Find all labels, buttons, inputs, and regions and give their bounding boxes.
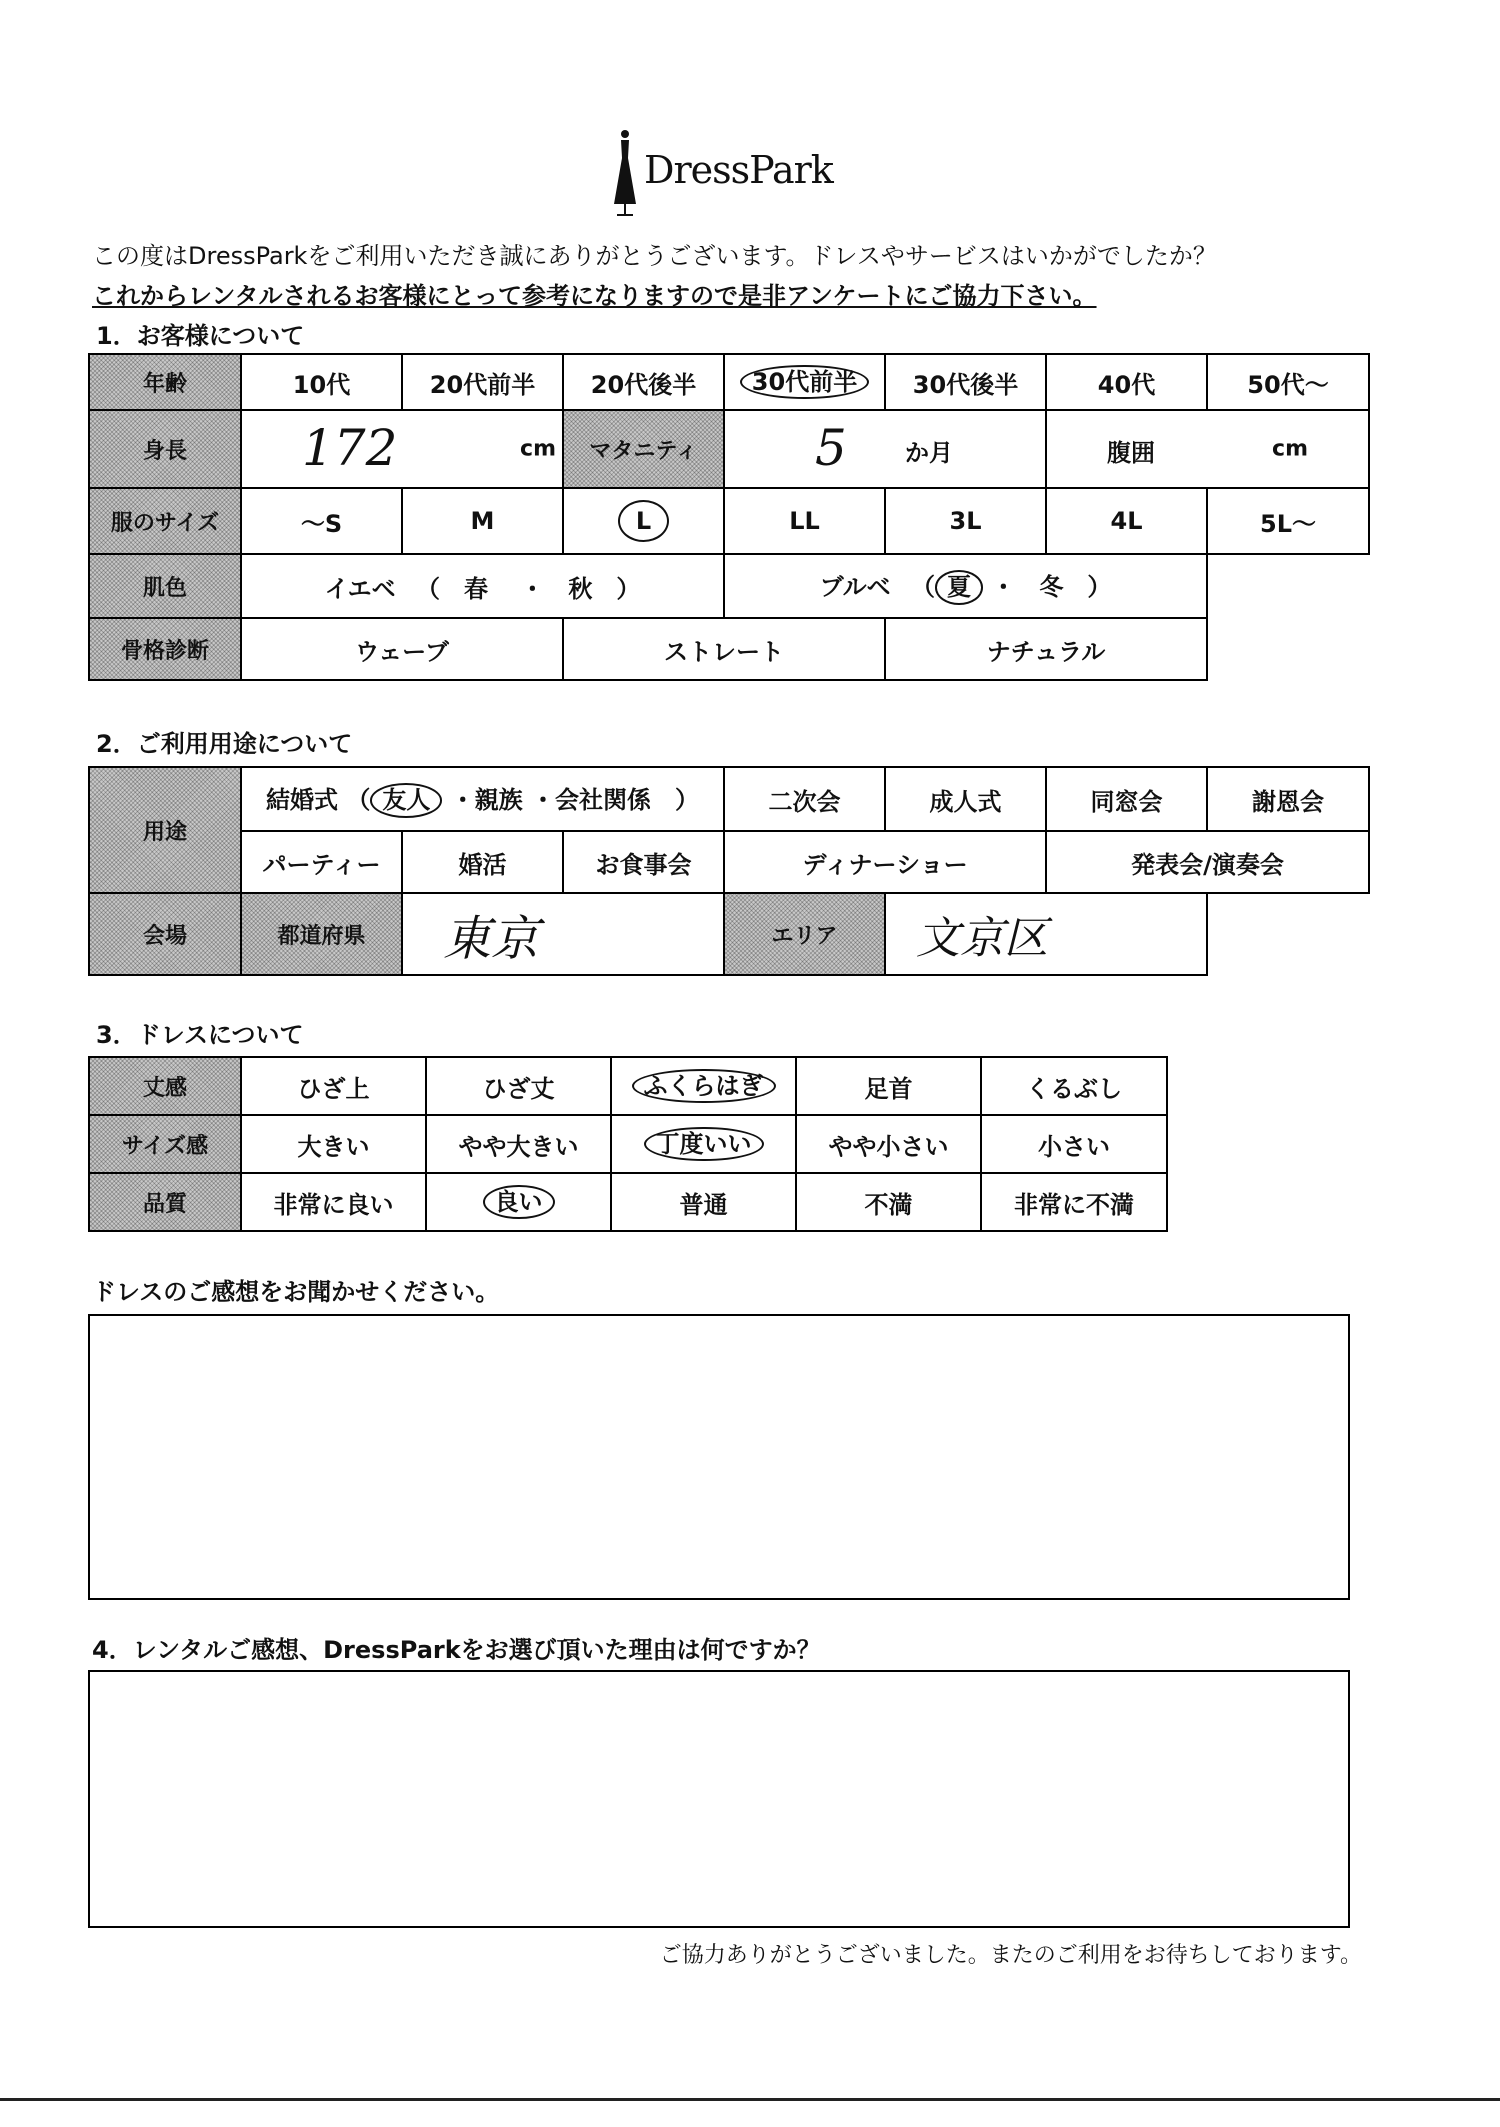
dress-table xyxy=(88,1056,1168,1232)
area-field[interactable] xyxy=(885,893,1207,975)
dresspark-logo xyxy=(608,120,868,220)
purpose-option[interactable]: 成人式 xyxy=(885,767,1046,831)
rental-reason-textarea[interactable] xyxy=(88,1670,1350,1928)
maternity-field[interactable] xyxy=(724,410,1046,488)
empty-cell xyxy=(1207,618,1369,680)
body-type-option[interactable]: ナチュラル xyxy=(885,618,1207,680)
empty-cell xyxy=(1207,893,1369,975)
prefecture-label: 都道府県 xyxy=(241,893,402,975)
skin-yellow-label: イエベ xyxy=(324,574,396,603)
age-option[interactable]: 50代～ xyxy=(1207,354,1369,410)
selected-age: 30代前半 xyxy=(740,365,869,399)
dress-impression-textarea[interactable] xyxy=(88,1314,1350,1600)
height-field[interactable] xyxy=(241,410,563,488)
purpose-label: 用途 xyxy=(89,767,241,893)
age-option[interactable]: 20代前半 xyxy=(402,354,563,410)
age-option[interactable]: 40代 xyxy=(1046,354,1207,410)
age-option[interactable]: 10代 xyxy=(241,354,402,410)
waist-field[interactable] xyxy=(1046,410,1369,488)
age-option-selected[interactable] xyxy=(724,354,885,410)
skin-label: 肌色 xyxy=(89,554,241,618)
prefecture-value: 東京 xyxy=(443,910,540,967)
waist-unit: cm xyxy=(1272,436,1308,462)
fit-label: サイズ感 xyxy=(89,1115,241,1173)
size-option[interactable]: M xyxy=(402,488,563,554)
dress-mannequin-icon xyxy=(608,126,642,218)
fit-option[interactable]: やや大きい xyxy=(426,1115,611,1173)
section-1-title: 1．お客様について xyxy=(96,322,305,350)
selected-skin-season[interactable]: 夏 xyxy=(935,570,983,604)
body-type-label: 骨格診断 xyxy=(89,618,241,680)
skin-blue-option[interactable]: ブルベ （ 夏 ・ 冬 ） xyxy=(724,554,1207,618)
age-option[interactable]: 20代後半 xyxy=(563,354,724,410)
maternity-label: マタニティ xyxy=(563,410,724,488)
skin-yellow-season[interactable]: 春 xyxy=(464,574,489,603)
length-label: 丈感 xyxy=(89,1057,241,1115)
skin-blue-season[interactable]: 冬 xyxy=(1039,573,1064,602)
skin-row xyxy=(89,554,1369,618)
age-option[interactable]: 30代後半 xyxy=(885,354,1046,410)
maternity-unit: か月 xyxy=(905,439,953,467)
dress-impression-prompt: ドレスのご感想をお聞かせください。 xyxy=(92,1278,500,1306)
body-type-option[interactable]: ウェーブ xyxy=(241,618,563,680)
section-2-title: 2．ご利用用途について xyxy=(96,730,353,758)
age-row xyxy=(89,354,1369,410)
prefecture-field[interactable] xyxy=(402,893,724,975)
wedding-relation[interactable]: 会社関係 xyxy=(555,786,652,815)
height-row xyxy=(89,410,1369,488)
purpose-option[interactable]: 同窓会 xyxy=(1046,767,1207,831)
venue-row xyxy=(89,893,1369,975)
fit-option[interactable]: 小さい xyxy=(981,1115,1167,1173)
size-option-selected[interactable] xyxy=(563,488,724,554)
section-3-title: 3．ドレスについて xyxy=(96,1021,304,1049)
purpose-option[interactable]: 謝恩会 xyxy=(1207,767,1369,831)
quality-option-selected[interactable] xyxy=(426,1173,611,1231)
length-option-selected[interactable] xyxy=(611,1057,796,1115)
quality-option[interactable]: 不満 xyxy=(796,1173,981,1231)
waist-label: 腹囲 xyxy=(1107,439,1155,467)
venue-label: 会場 xyxy=(89,893,241,975)
empty-cell xyxy=(1207,554,1369,618)
size-option[interactable]: 5L～ xyxy=(1207,488,1369,554)
area-label: エリア xyxy=(724,893,885,975)
intro-line-1: この度はDressParkをご利用いただき誠にありがとうございます。ドレスやサービスはいかがでしたか？ xyxy=(92,242,1217,270)
size-option[interactable]: LL xyxy=(724,488,885,554)
section-4-title: 4．レンタルご感想、DressParkをお選び頂いた理由は何ですか？ xyxy=(92,1636,821,1664)
height-label: 身長 xyxy=(89,410,241,488)
quality-option[interactable]: 非常に不満 xyxy=(981,1173,1167,1231)
purpose-option[interactable]: ディナーショー xyxy=(724,831,1046,893)
quality-label: 品質 xyxy=(89,1173,241,1231)
purpose-option[interactable]: 二次会 xyxy=(724,767,885,831)
size-row xyxy=(89,488,1369,554)
fit-option[interactable]: やや小さい xyxy=(796,1115,981,1173)
quality-option[interactable]: 非常に良い xyxy=(241,1173,426,1231)
usage-table xyxy=(88,766,1370,976)
purpose-option[interactable]: 婚活 xyxy=(402,831,563,893)
wedding-label: 結婚式 xyxy=(265,786,338,815)
wedding-option[interactable]: 結婚式 （ 友人 ・親族 ・会社関係 ） xyxy=(241,767,724,831)
intro-line-2: これからレンタルされるお客様にとって参考になりますので是非アンケートにご協力下さい。 xyxy=(92,282,1097,310)
height-value: 172 xyxy=(302,419,398,477)
size-option[interactable]: 4L xyxy=(1046,488,1207,554)
fit-option-selected[interactable] xyxy=(611,1115,796,1173)
maternity-value: 5 xyxy=(815,419,847,477)
fit-option[interactable]: 大きい xyxy=(241,1115,426,1173)
length-option[interactable]: くるぶし xyxy=(981,1057,1167,1115)
size-label: 服のサイズ xyxy=(89,488,241,554)
purpose-option[interactable]: パーティー xyxy=(241,831,402,893)
purpose-option[interactable]: お食事会 xyxy=(563,831,724,893)
selected-fit: 丁度いい xyxy=(644,1127,764,1161)
length-option[interactable]: 足首 xyxy=(796,1057,981,1115)
skin-yellow-option[interactable]: イエベ （ 春 ・ 秋 ） xyxy=(241,554,724,618)
size-option[interactable]: 3L xyxy=(885,488,1046,554)
skin-blue-label: ブルベ xyxy=(819,573,891,602)
length-row xyxy=(89,1057,1167,1115)
fit-row xyxy=(89,1115,1167,1173)
age-label: 年齢 xyxy=(89,354,241,410)
body-type-option[interactable]: ストレート xyxy=(563,618,885,680)
selected-size: L xyxy=(618,500,669,542)
wedding-relation[interactable]: 親族 xyxy=(474,786,523,815)
usage-row-2 xyxy=(89,831,1369,893)
size-option[interactable]: ～S xyxy=(241,488,402,554)
selected-length: ふくらはぎ xyxy=(632,1069,776,1103)
brand-name: DressPark xyxy=(644,148,833,192)
body-type-row xyxy=(89,618,1369,680)
selected-quality: 良い xyxy=(483,1185,555,1219)
purpose-option[interactable]: 発表会/演奏会 xyxy=(1046,831,1369,893)
selected-wedding-relation[interactable]: 友人 xyxy=(370,783,442,817)
area-value: 文京区 xyxy=(916,913,1049,964)
skin-yellow-season[interactable]: 秋 xyxy=(568,574,593,603)
quality-row xyxy=(89,1173,1167,1231)
footer-thanks: ご協力ありがとうございました。またのご利用をお待ちしております。 xyxy=(659,1943,1362,1968)
height-unit: cm xyxy=(520,436,556,462)
length-option[interactable]: ひざ丈 xyxy=(426,1057,611,1115)
scan-edge-line xyxy=(0,2098,1500,2101)
usage-row-1 xyxy=(89,767,1369,831)
quality-option[interactable]: 普通 xyxy=(611,1173,796,1231)
customer-info-table xyxy=(88,353,1370,681)
length-option[interactable]: ひざ上 xyxy=(241,1057,426,1115)
